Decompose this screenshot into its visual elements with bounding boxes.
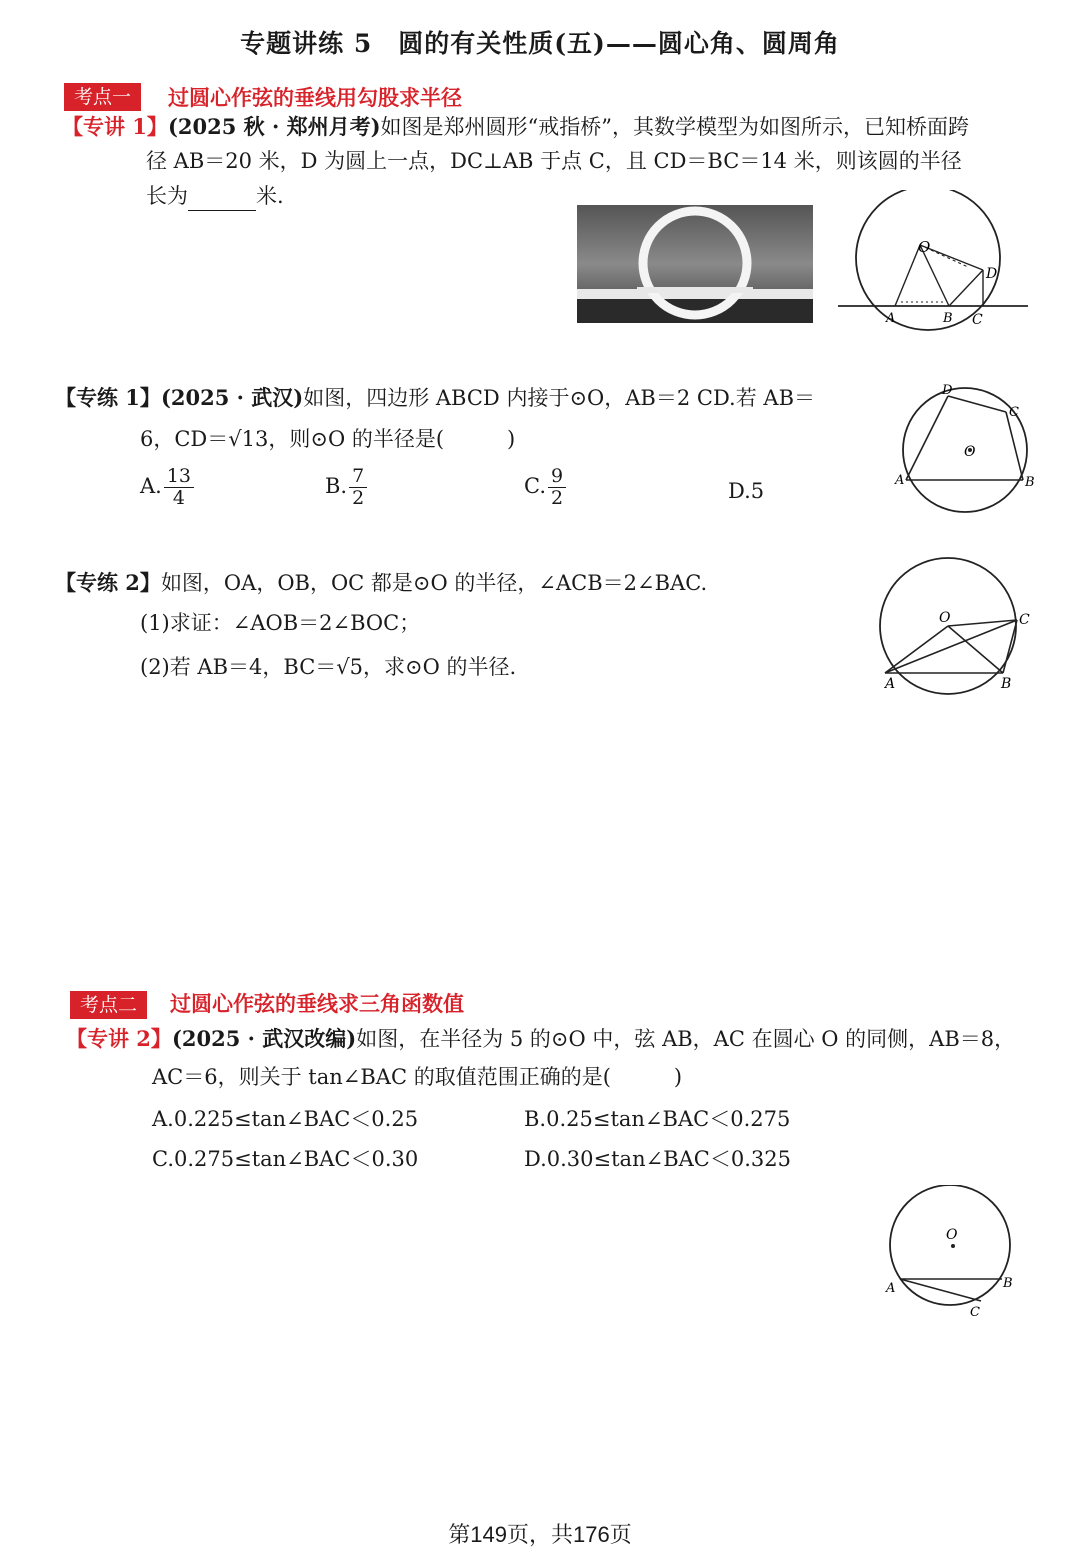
point-label: A [886, 1281, 896, 1296]
question-text: 6，CD＝√13，则⊙O 的半径是( ) [140, 427, 516, 451]
point-label: C [1009, 405, 1019, 420]
bridge-photo [577, 205, 813, 323]
choice-b[interactable] [325, 466, 367, 509]
point-label: A [885, 676, 896, 692]
point-label: B [1003, 1276, 1013, 1291]
question-source: (2025 · 武汉改编) [171, 1026, 357, 1051]
question-line [66, 1024, 1015, 1054]
fraction [349, 466, 367, 509]
question-source: (2025 秋 · 郑州月考) [167, 114, 381, 139]
q3-diagram [873, 556, 1043, 706]
point-label: O [946, 1227, 958, 1243]
fraction [548, 466, 566, 509]
choice-c[interactable] [524, 466, 566, 509]
choice-letter: B. [325, 474, 348, 498]
choice-value: 5 [750, 479, 765, 503]
question-line [146, 181, 284, 211]
point-label: B [943, 311, 953, 326]
numerator: 9 [548, 466, 566, 488]
point-label: C [1019, 612, 1030, 628]
section-tag: 考点一 [64, 83, 141, 111]
page-footer: 第149页，共176页 [448, 1522, 632, 1547]
answer-blank[interactable] [188, 188, 256, 211]
question-text: 径 AB＝20 米，D 为圆上一点，DC⊥AB 于点 C，且 CD＝BC＝14 米，则该圆的半径 [146, 149, 962, 173]
numerator: 13 [164, 466, 194, 488]
point-label: B [1025, 475, 1035, 490]
denominator: 4 [172, 487, 185, 509]
choice-a[interactable]: A.0.225≤tan∠BAC＜0.25 [152, 1107, 419, 1131]
question-source: (2025 · 武汉) [160, 385, 304, 410]
circle-shape [856, 190, 1000, 330]
point-label: A [895, 473, 905, 488]
question-text: 如图，四边形 ABCD 内接于⊙O，AB＝2 CD.若 AB＝ [303, 386, 815, 410]
choice-d[interactable] [728, 479, 764, 503]
circle-shape [890, 1185, 1010, 1305]
question-part-2: (2)若 AB＝4，BC＝√5，求⊙O 的半径. [140, 655, 517, 679]
point-label: O [939, 610, 951, 626]
numerator: 7 [349, 466, 367, 488]
choice-d[interactable]: D.0.30≤tan∠BAC＜0.325 [524, 1147, 791, 1171]
q4-diagram [880, 1185, 1030, 1325]
question-line [62, 112, 969, 142]
question-text: AC＝6，则关于 tan∠BAC 的取值范围正确的是( ) [152, 1065, 683, 1089]
q1-diagram [838, 190, 1038, 340]
denominator: 2 [551, 487, 564, 509]
question-line [55, 383, 815, 413]
choice-a[interactable] [140, 466, 194, 509]
choice-letter: A. [140, 474, 162, 498]
section-tag: 考点二 [70, 991, 147, 1019]
choice-letter: C. [524, 474, 546, 498]
question-text: 长为 [146, 184, 188, 208]
section-title: 过圆心作弦的垂线用勾股求半径 [168, 85, 462, 110]
choice-letter: D. [728, 479, 751, 503]
choice-c[interactable]: C.0.275≤tan∠BAC＜0.30 [152, 1147, 419, 1171]
point-label: C [972, 312, 983, 328]
question-label: 【专讲 1】 [62, 114, 168, 139]
fraction [164, 466, 194, 509]
point-label: B [1001, 676, 1012, 692]
denominator: 2 [352, 487, 365, 509]
question-label: 【专讲 2】 [66, 1026, 172, 1051]
question-text: 如图，OA，OB，OC 都是⊙O 的半径，∠ACB＝2∠BAC. [160, 571, 708, 595]
point-label: D [942, 383, 953, 398]
point-label: O [918, 238, 931, 256]
q2-diagram [890, 378, 1040, 523]
point-label: O [964, 444, 976, 460]
page-title: 专题讲练 5 圆的有关性质(五)——圆心角、圆周角 [240, 29, 840, 58]
point-label: D [986, 266, 998, 282]
section-title: 过圆心作弦的垂线求三角函数值 [170, 991, 464, 1016]
question-part-1: (1)求证：∠AOB＝2∠BOC； [140, 611, 421, 635]
question-text: 如图是郑州圆形“戒指桥”，其数学模型为如图所示，已知桥面跨 [380, 115, 969, 139]
question-label: 【专练 2】 [55, 570, 161, 595]
question-label: 【专练 1】 [55, 385, 161, 410]
choice-b[interactable]: B.0.25≤tan∠BAC＜0.275 [524, 1107, 791, 1131]
question-text: 如图，在半径为 5 的⊙O 中，弦 AB，AC 在圆心 O 的同侧，AB＝8， [356, 1027, 1016, 1051]
point-label: C [970, 1305, 980, 1320]
point-label: A [886, 311, 896, 326]
question-line [55, 568, 707, 598]
question-text: 米. [256, 184, 284, 208]
